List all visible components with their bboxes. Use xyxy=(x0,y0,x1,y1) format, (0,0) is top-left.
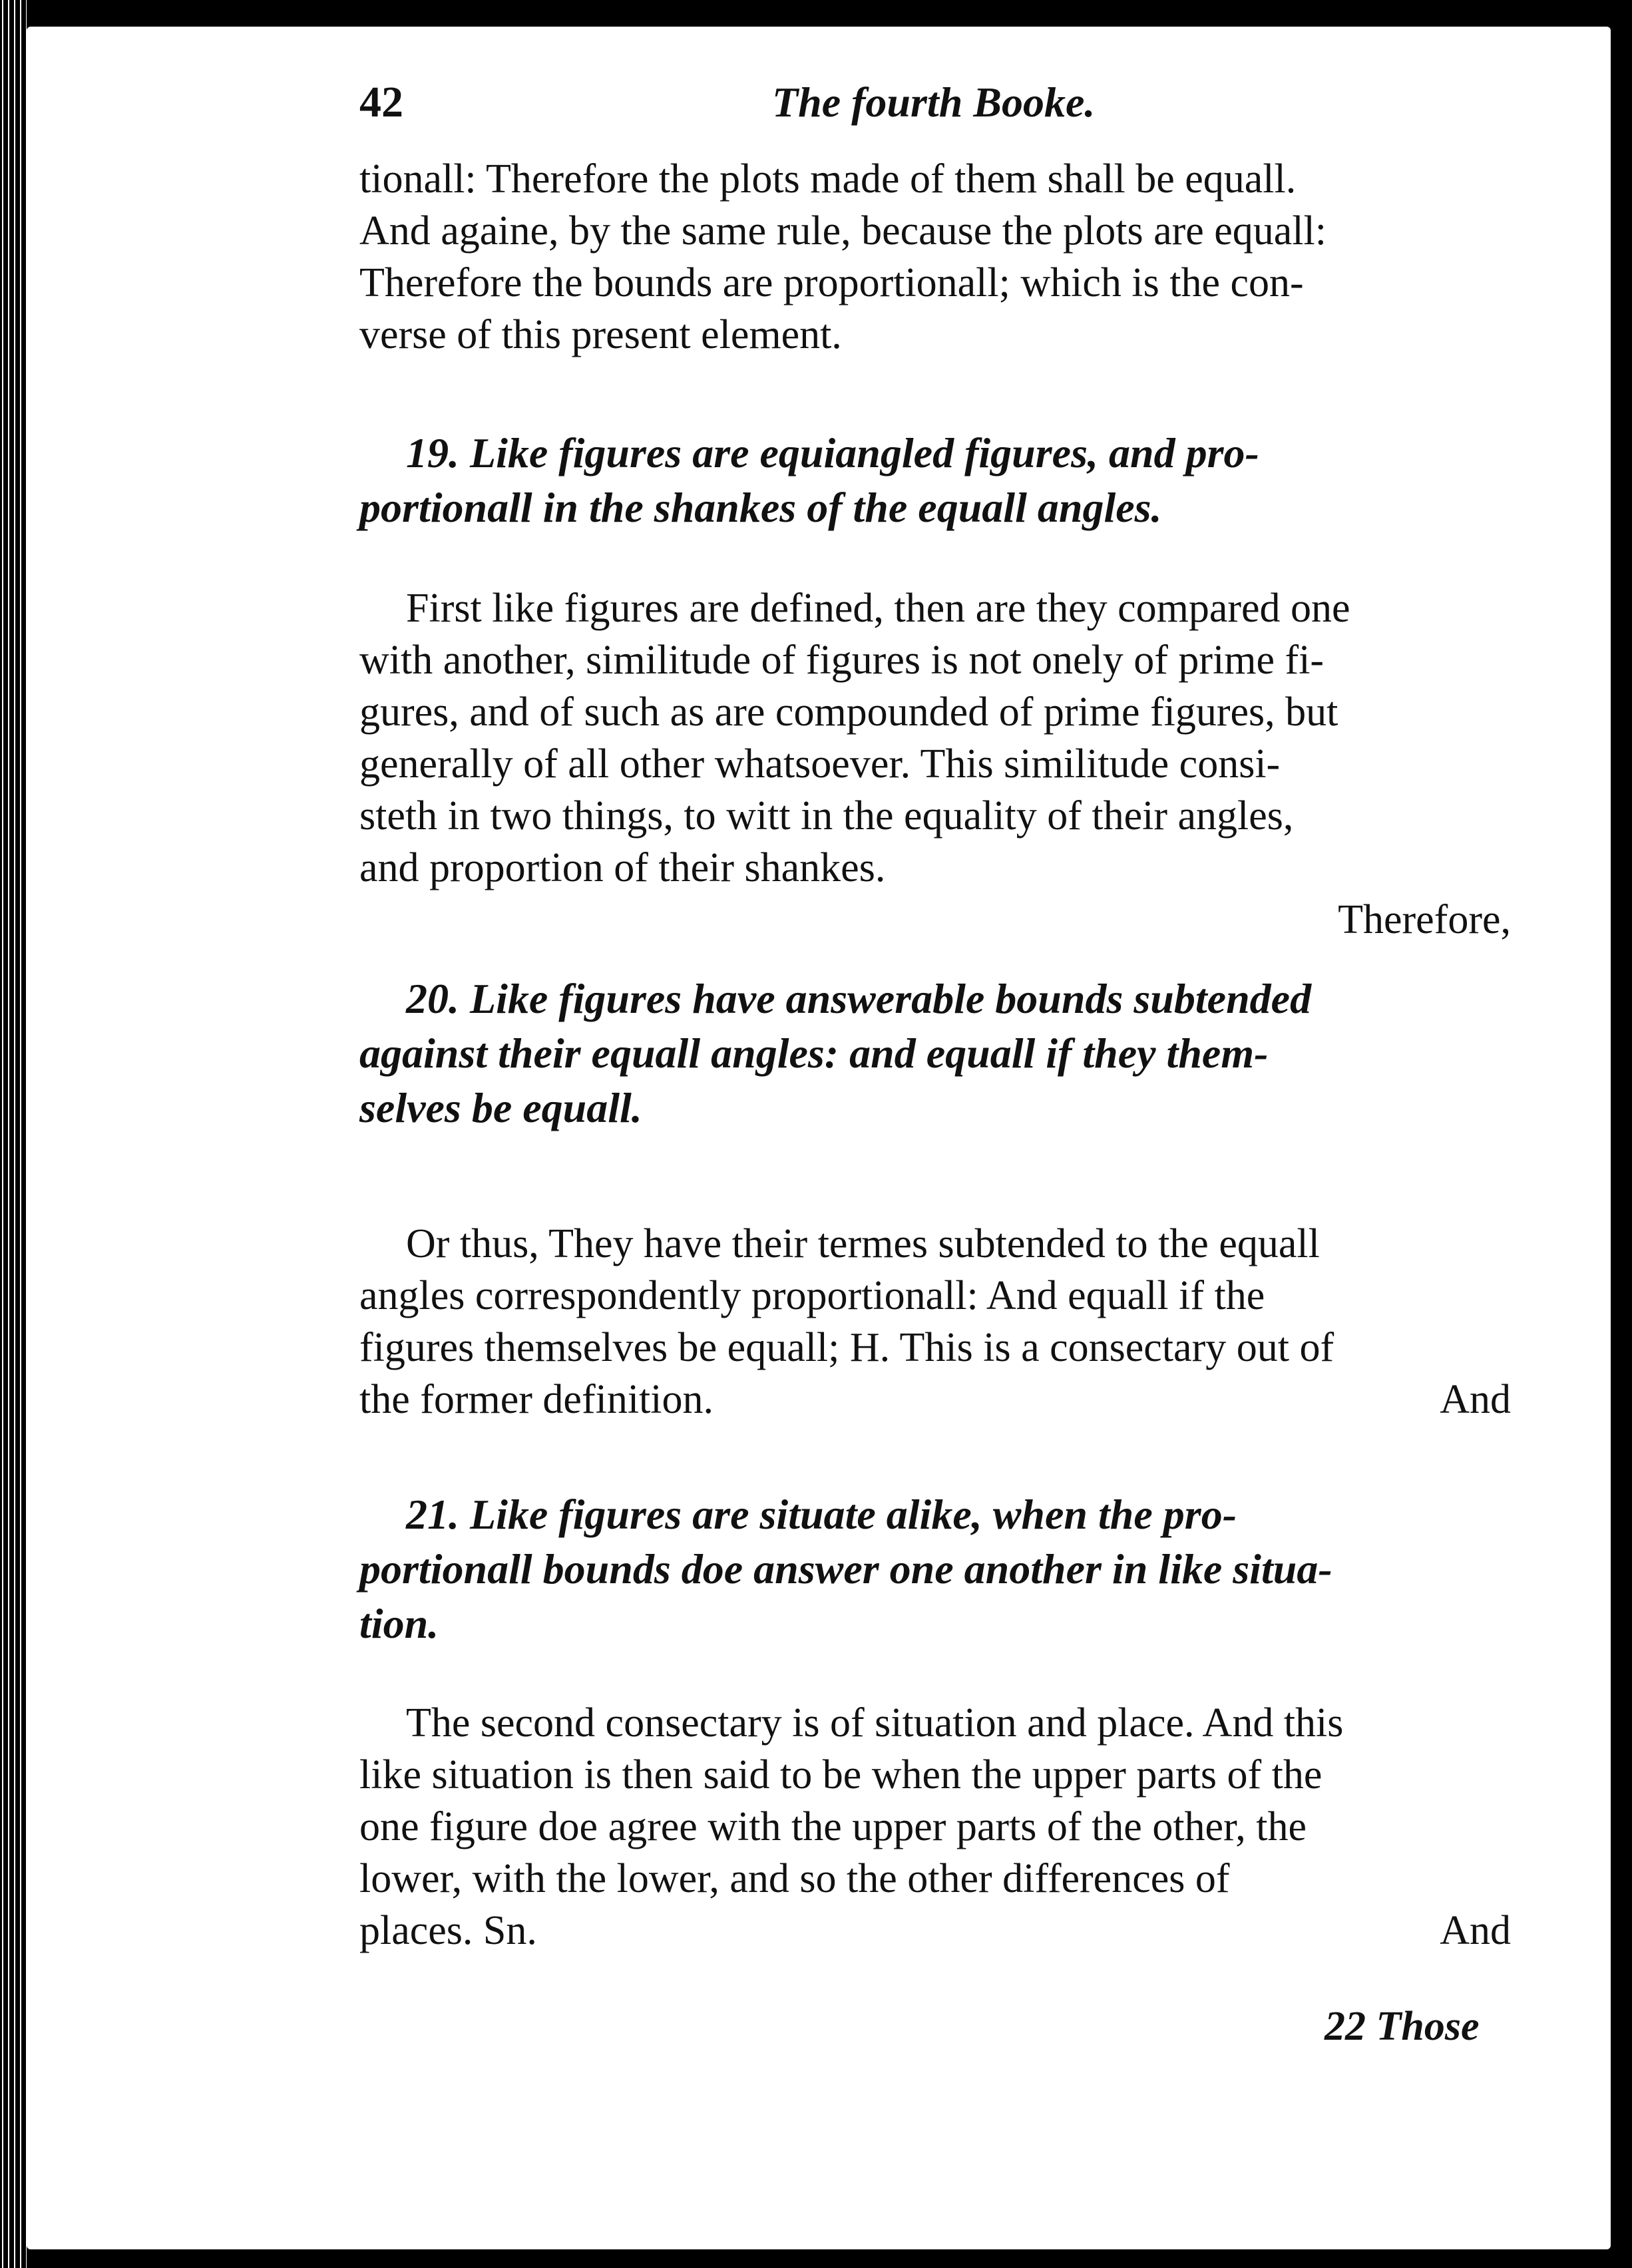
text-line: First like figures are defined, then are they compared one xyxy=(406,586,1350,631)
page-number: 42 xyxy=(359,78,403,126)
commentary-19 xyxy=(359,582,1511,946)
commentary-20 xyxy=(359,1218,1511,1425)
text-line: against their equall angles: and equall if they them- xyxy=(359,1030,1269,1077)
text-line: 19. Like figures are equiangled figures, and pro- xyxy=(406,429,1259,476)
catchword: And xyxy=(1440,1377,1511,1422)
proposition-19 xyxy=(359,426,1511,535)
text-line: selves be equall. xyxy=(359,1084,642,1131)
running-title: The fourth Booke. xyxy=(772,79,1096,126)
proposition-21 xyxy=(359,1487,1511,1651)
text-line: verse of this present element. xyxy=(359,312,842,357)
text-line: the former definition. xyxy=(359,1377,714,1422)
text-line: and proportion of their shankes. xyxy=(359,845,886,890)
book-spine-edge xyxy=(0,0,27,2268)
text-line: places. Sn. xyxy=(359,1908,537,1953)
text-line: one figure doe agree with the upper parts of the other, the xyxy=(359,1804,1307,1849)
catchword: Therefore, xyxy=(1338,897,1511,942)
text-line: with another, similitude of figures is not onely of prime fi- xyxy=(359,638,1325,683)
text-line: gures, and of such as are compounded of prime figures, but xyxy=(359,689,1338,735)
text-line: angles correspondently proportionall: And equall if the xyxy=(359,1273,1265,1318)
text-line: 20. Like figures have answerable bounds subtended xyxy=(406,975,1312,1022)
text-line: 21. Like figures are situate alike, when the pro- xyxy=(406,1491,1237,1538)
text-line: generally of all other whatsoever. This similitude consi- xyxy=(359,741,1281,787)
footer-catchword: 22 Those xyxy=(1325,2004,1480,2049)
text-line: lower, with the lower, and so the other differences of xyxy=(359,1856,1230,1901)
continuation-paragraph xyxy=(359,153,1511,361)
page-header xyxy=(359,77,1511,126)
text-line: like situation is then said to be when the upper parts of the xyxy=(359,1752,1323,1797)
text-line: steth in two things, to witt in the equality of their angles, xyxy=(359,793,1294,839)
text-line: figures themselves be equall; H. This is a consectary out of xyxy=(359,1325,1334,1370)
text-line: tion. xyxy=(359,1600,439,1647)
text-line: portionall bounds doe answer one another in like situa- xyxy=(359,1545,1332,1593)
text-line: And againe, by the same rule, because the plots are equall: xyxy=(359,208,1327,254)
commentary-21 xyxy=(359,1697,1511,1957)
proposition-20 xyxy=(359,972,1511,1135)
text-line: portionall in the shankes of the equall angles. xyxy=(359,484,1162,531)
text-line: Or thus, They have their termes subtended to the equall xyxy=(406,1221,1320,1266)
text-line: tionall: Therefore the plots made of them shall be equall. xyxy=(359,156,1297,202)
text-line: Therefore the bounds are proportionall; which is the con- xyxy=(359,260,1304,305)
text-line: The second consectary is of situation and place. And this xyxy=(406,1700,1344,1746)
catchword: And xyxy=(1440,1908,1511,1953)
